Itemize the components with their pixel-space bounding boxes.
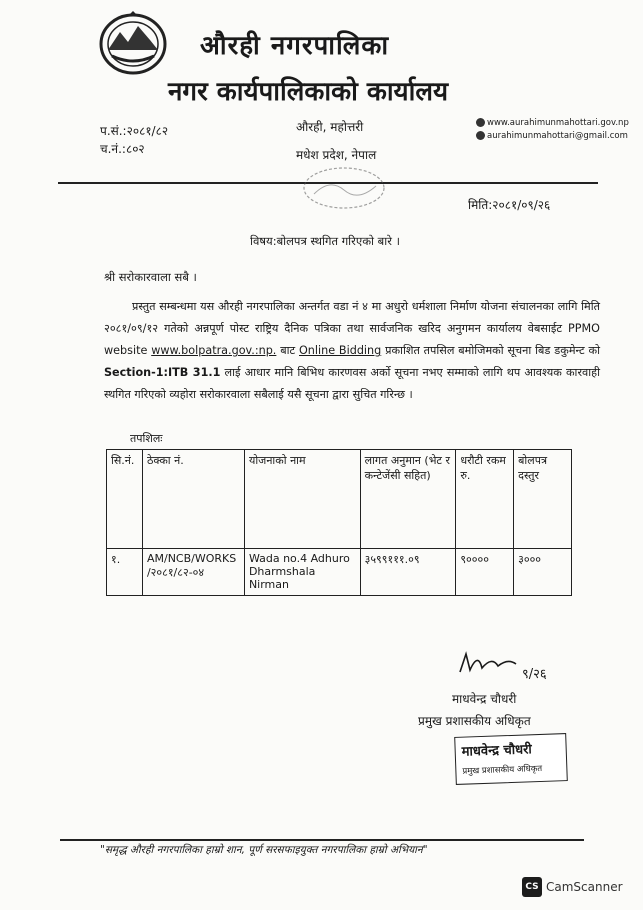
letter-date: मिति:२०८१/०९/२६ bbox=[468, 198, 551, 212]
municipality-title: औरही नगरपालिका bbox=[200, 31, 390, 61]
address-line-2: मधेश प्रदेश, नेपाल bbox=[296, 148, 377, 162]
bid-details-table bbox=[106, 449, 572, 596]
table-row bbox=[107, 549, 572, 596]
office-subtitle: नगर कार्यपालिकाको कार्यालय bbox=[168, 77, 449, 107]
table-header: धरौटी रकम रु. bbox=[456, 450, 514, 549]
camscanner-logo-icon: CS bbox=[522, 877, 542, 897]
body-text-1: प्रस्तुत सम्बन्धमा यस औरही नगरपालिका अन्तर्गत वडा नं ४ मा अधुरो धर्मशाला निर्माण योजना संचालनका लागि मिति २०८१/०९/१२ गतेको अन्नपूर्ण पोस्ट राष्ट्रिय दैनिक पत्रिका तथा सार्वजनिक खरिद अनुगमन कार्यालय वेबसाईट PPMO website bbox=[104, 300, 600, 357]
footer-motto: "समृद्ध औरही नगरपालिका हाम्रो शान, पूर्ण सरसफाइयुक्त नगरपालिका हाम्रो अभियान" bbox=[100, 844, 428, 856]
table-cell: AM/NCB/WORKS /२०८१/८२-०४ bbox=[142, 549, 244, 596]
table-header: बोलपत्र दस्तुर bbox=[514, 450, 572, 549]
email-contact bbox=[476, 129, 628, 143]
body-online-bidding: Online Bidding bbox=[299, 344, 382, 357]
details-label: तपशिलः bbox=[130, 432, 163, 445]
reference-number: प.सं.:२०८१/८२ bbox=[100, 124, 169, 138]
table-header-row bbox=[107, 450, 572, 549]
table-header: सि.नं. bbox=[107, 450, 143, 549]
address-line-1: औरही, महोत्तरी bbox=[296, 120, 364, 134]
dispatch-number: च.नं.:८०२ bbox=[100, 142, 145, 156]
body-section-ref: Section-1:ITB 31.1 bbox=[104, 366, 221, 379]
salutation: श्री सरोकारवाला सबै । bbox=[104, 270, 197, 284]
email-text: aurahimunmahottari@gmail.com bbox=[487, 131, 628, 141]
camscanner-watermark bbox=[522, 876, 623, 898]
table-header: ठेक्का नं. bbox=[142, 450, 244, 549]
table-cell: ३५९९१११.०९ bbox=[360, 549, 456, 596]
stamp-name: माधवेन्द्र चौधरी bbox=[461, 742, 533, 760]
table-header: योजनाको नाम bbox=[244, 450, 360, 549]
signatory-title: प्रमुख प्रशासकीय अधिकृत bbox=[418, 714, 531, 728]
handwritten-signature-icon bbox=[452, 648, 562, 686]
signature-date: ९/२६ bbox=[522, 667, 547, 682]
table-cell: १. bbox=[107, 549, 143, 596]
table-cell: ३००० bbox=[514, 549, 572, 596]
body-text-4: लाई आधार मानि बिभिध कारणवस अर्को सूचना नभए सम्माको लागि थप आवश्यक कारवाही स्थगित गरिएको व्यहोरा सरोकारवाला सबैलाई यसै सूचना द्वारा सुचित गरिन्छ । bbox=[104, 366, 600, 401]
table-cell: Wada no.4 Adhuro Dharmshala Nirman bbox=[244, 549, 360, 596]
mail-icon bbox=[476, 131, 485, 140]
table-header: लागत अनुमान (भेट र कन्टेजेंसी सहित) bbox=[360, 450, 456, 549]
signatory-name: माधवेन्द्र चौधरी bbox=[452, 692, 517, 706]
designation-stamp bbox=[454, 733, 568, 785]
website-text: www.aurahimunmahottari.gov.np bbox=[487, 118, 629, 128]
government-emblem-icon bbox=[98, 10, 168, 76]
office-stamp-icon bbox=[300, 164, 388, 212]
body-text-2: बाट bbox=[276, 344, 299, 357]
body-website-link: www.bolpatra.gov.:np. bbox=[151, 344, 277, 357]
footer-divider bbox=[60, 839, 584, 841]
letter-body bbox=[104, 296, 600, 406]
globe-icon bbox=[476, 118, 485, 127]
camscanner-label: CamScanner bbox=[546, 880, 623, 894]
website-contact bbox=[476, 116, 629, 130]
table-cell: ९०००० bbox=[456, 549, 514, 596]
letter-subject: विषय:बोलपत्र स्थगित गरिएको बारे । bbox=[250, 234, 400, 248]
body-text-3: प्रकाशित तपसिल बमोजिमको सूचना बिड डकुमेन्ट को bbox=[381, 344, 600, 357]
stamp-title: प्रमुख प्रशासकीय अधिकृत bbox=[462, 763, 543, 777]
